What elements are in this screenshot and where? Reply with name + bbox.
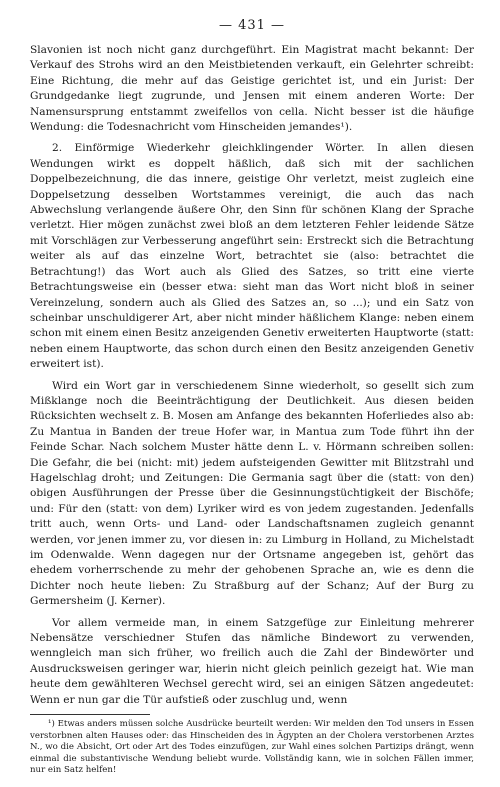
paragraph: Slavonien ist noch nicht ganz durchgeführt. Ein Magistrat macht bekannt: Der Verkauf des Strohs wird an den Meistbietenden verkauft, ein Gelehrter schreibt: Eine Richtung, die mehr auf das Geistige gerichtet ist, und ein Jurist: Der Grundgedanke liegt zugrunde, und Jensen mit einem anderen Worte: Der Namensursprung entstammt zweifellos von cella. Nicht besser ist die häufige Wendung: die Todesnachricht vom Hinscheiden jemandes¹).	[30, 44, 474, 134]
paragraph: Vor allem vermeide man, in einem Satzgefüge zur Einleitung mehrerer Nebensätze verschiedner Stufen das nämliche Bindewort zu verwenden, wenngleich man sich früher, wo freilich auch die Zahl der Bindewörter und Ausdrucksweisen geringer war, hierin nicht gleich peinlich gezeigt hat. Wie man heute dem gewählteren Wechsel gerecht wird, sei an einigen Sätzen angedeutet: Wenn er nun gar die Tür aufstieß oder zuschlug und, wenn	[30, 616, 474, 706]
footnote-divider	[30, 714, 150, 715]
footnotes	[30, 719, 474, 777]
paragraph: Wird ein Wort gar in verschiedenem Sinne wiederholt, so gesellt sich zum Mißklange noch die Beeinträchtigung der Deutlichkeit. Aus diesen beiden Rücksichten wechselt z. B. Mosen am Anfange des bekannten Hoferliedes also ab: Zu Mantua in Banden der treue Hofer war, in Mantua zum Tode führt ihn der Feinde Schar. Nach solchem Muster hätte denn L. v. Hörmann schreiben sollen: Die Gefahr, die bei (nicht: mit) jedem aufsteigenden Gewitter mit Blitzstrahl und Hagelschlag droht; und Zeitungen: Die Germania sagt über die (statt: von den) obigen Ausführungen der Presse über die Gesinnungstüchtigkeit der Bischöfe; und: Für den (statt: von dem) Lyriker wird es von jedem zugestanden. Jedenfalls tritt auch, wenn Orts- und Land- oder Landschaftsnamen zugleich genannt werden, vor jenen immer zu, vor diesen in: zu Limburg in Holland, zu Michelstadt im Odenwalde. Wenn dagegen nur der Ortsname angegeben ist, gehört das ehedem vorherrschende zu mehr der gehobenen Sprache an, wie es denn die Dichter noch heute lieben: Zu Straßburg auf der Schanz; Auf der Burg zu Germersheim (J. Kerner).	[30, 379, 474, 608]
footnote: ¹) Etwas anders müssen solche Ausdrücke beurteilt werden: Wir melden den Tod unsers in Essen verstorbnen alten Hauses oder: das Hinscheiden des in Ägypten an der Cholera verstorbenen Arztes N., wo die Absicht, Ort oder Art des Todes einzufügen, zur Wahl eines solchen Partizips drängt, wenn einmal die substantivische Wendung beliebt wurde. Vollständig kann, wie in solchen Fällen immer, nur ein Satz helfen!	[30, 719, 474, 776]
paragraph: 2. Einförmige Wiederkehr gleichklingender Wörter. In allen diesen Wendungen wirkt es doppelt häßlich, daß sich mit der sachlichen Doppelbezeichnung, die das innere, geistige Ohr verletzt, meist zugleich eine Doppelsetzung desselben Wortstammes vereinigt, die auch das nach Abwechslung verlangende äußere Ohr, den Sinn für schönen Klang der Sprache verletzt. Hier mögen zunächst zwei bloß an dem letzteren Fehler leidende Sätze mit Vorschlägen zur Verbesserung angeführt sein: Erstreckt sich die Betrachtung weiter als auf das einzelne Wort, betrachtet sie (also: betrachtet die Betrachtung!) das Wort auch als Glied des Satzes, so tritt eine vierte Betrachtungsweise ein (besser etwa: sieht man das Wort nicht bloß in seiner Vereinzelung, sondern auch als Glied des Satzes an, so ...); und ein Satz von scheinbar unschuldigerer Art, aber nicht minder häßlichem Klange: neben einem schon mit einem einen Besitz anzeigenden Genetiv erweiterten Hauptworte (statt: neben einem Hauptworte, das schon durch einen den Besitz anzeigenden Genetiv erweitert ist).	[30, 142, 474, 371]
main-text	[30, 43, 474, 708]
page-number: — 431 —	[218, 18, 286, 33]
